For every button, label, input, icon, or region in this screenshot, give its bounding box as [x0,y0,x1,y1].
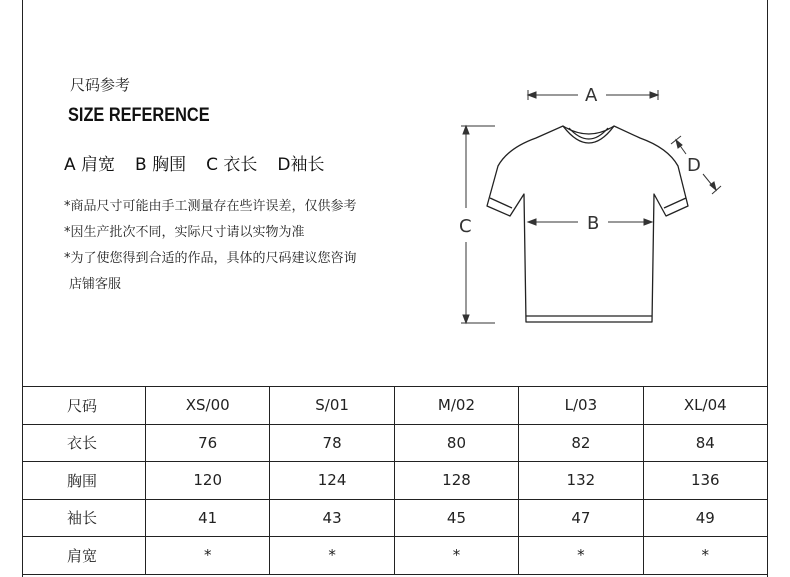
subtitle-cn: 尺码参考 [70,76,131,94]
table-cell: 49 [643,499,767,537]
table-cell: * [146,537,270,575]
table-cell: 80 [394,424,518,462]
measurement-legend [64,150,325,175]
table-header-cell: M/02 [394,387,518,425]
table-cell: 124 [270,462,394,500]
dim-label-b: B [587,213,600,234]
table-header-row [23,387,768,425]
table-header-cell: XS/00 [146,387,270,425]
table-cell: 76 [146,424,270,462]
note-4: 店铺客服 [69,277,122,292]
note-3: *为了使您得到合适的作品，具体的尺码建议您咨询 [64,251,357,266]
table-cell: 82 [519,424,643,462]
table-row-label: 肩宽 [23,537,146,575]
size-notes [64,194,357,298]
size-table [22,386,768,575]
table-cell: 136 [643,462,767,500]
table-cell: * [519,537,643,575]
dimension-lines [461,90,721,323]
table-row [23,537,768,575]
table-row-label: 胸围 [23,462,146,500]
legend-item-c: C 衣长 [206,155,258,175]
dim-label-d: D [687,155,701,176]
note-1: *商品尺寸可能由手工测量存在些许误差，仅供参考 [64,199,357,214]
table-header-cell: XL/04 [643,387,767,425]
legend-item-d: D袖长 [277,155,325,175]
table-header-cell: S/01 [270,387,394,425]
dim-label-a: A [585,85,598,106]
dim-label-c: C [459,216,472,237]
table-header-cell: 尺码 [23,387,146,425]
table-row-label: 衣长 [23,424,146,462]
table-cell: 41 [146,499,270,537]
table-cell: * [643,537,767,575]
table-row [23,462,768,500]
table-cell: 45 [394,499,518,537]
table-cell: 120 [146,462,270,500]
table-cell: 43 [270,499,394,537]
table-cell: * [270,537,394,575]
legend-item-b: B 胸围 [135,155,187,175]
note-2: *因生产批次不同，实际尺寸请以实物为准 [64,225,305,240]
table-cell: 78 [270,424,394,462]
table-cell: 128 [394,462,518,500]
table-cell: 84 [643,424,767,462]
tshirt-diagram [450,70,740,340]
table-header-cell: L/03 [519,387,643,425]
table-cell: 132 [519,462,643,500]
table-cell: 47 [519,499,643,537]
table-cell: * [394,537,518,575]
table-row [23,499,768,537]
table-row [23,424,768,462]
page-title: SIZE REFERENCE [68,105,210,126]
table-row-label: 袖长 [23,499,146,537]
legend-item-a: A 肩宽 [64,155,116,175]
